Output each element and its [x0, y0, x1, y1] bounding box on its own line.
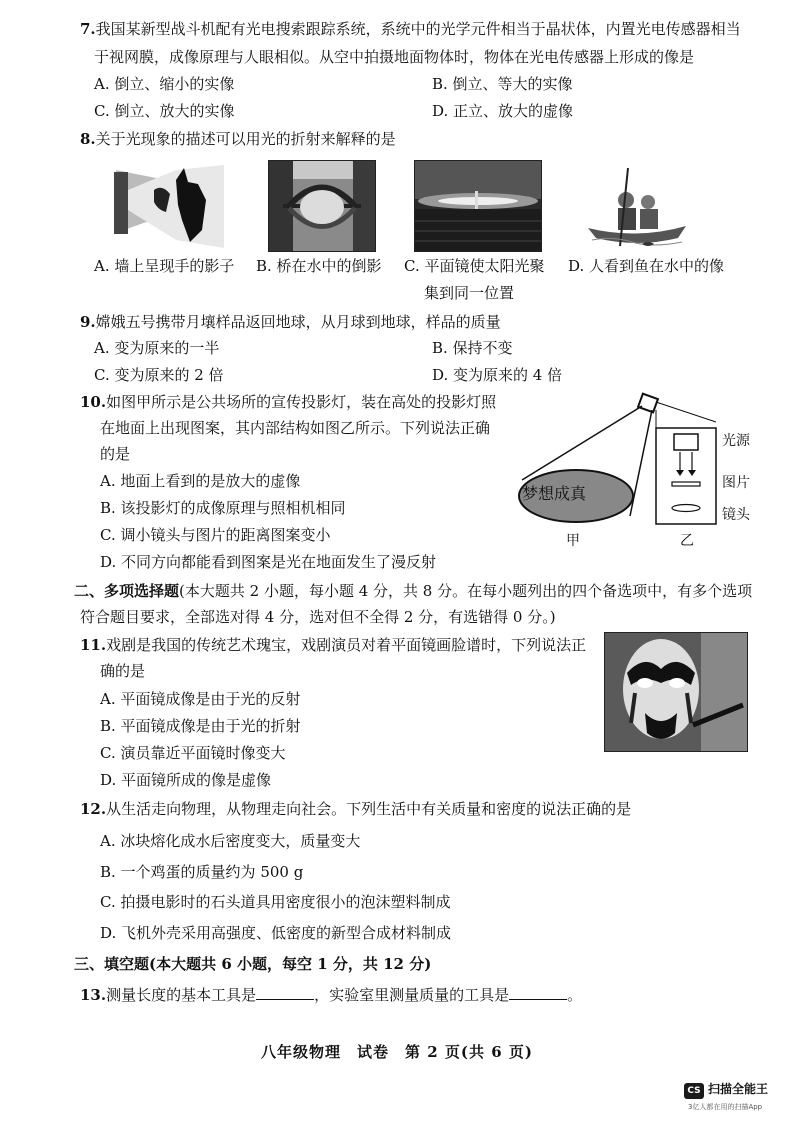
- q10-text-1: 如图甲所示是公共场所的宣传投影灯，装在高处的投影灯照: [106, 393, 497, 411]
- q7-option-a: A. 倒立、缩小的实像: [94, 75, 235, 93]
- q9-option-d: D. 变为原来的 4 倍: [432, 366, 563, 384]
- opera-mask-illustration: [605, 633, 747, 751]
- q11-text-1: 戏剧是我国的传统艺术瑰宝，戏剧演员对着平面镜画脸谱时，下列说法正: [106, 636, 587, 654]
- solar-mirror-illustration: [415, 161, 541, 251]
- q7-line1: [80, 20, 741, 40]
- q7-number: 7.: [80, 20, 96, 38]
- q10-option-d: D. 不同方向都能看到图案是光在地面发生了漫反射: [100, 553, 437, 571]
- q13: [80, 985, 582, 1006]
- q10-label-source: 光源: [722, 433, 750, 449]
- section2-title: 二、多项选择题: [74, 582, 180, 600]
- q8-stem: [80, 130, 396, 150]
- q7-option-c: C. 倒立、放大的实像: [94, 102, 235, 120]
- q8-image-hand-shadow: [106, 160, 228, 250]
- q12-number: 12.: [80, 800, 107, 818]
- q9-stem: [80, 313, 501, 333]
- q7-text-1: 我国某新型战斗机配有光电搜索跟踪系统，系统中的光学元件相当于晶状体，内置光电传感器相当: [95, 20, 741, 38]
- section3-header: [74, 955, 431, 975]
- q8-option-a: A. 墙上呈现手的影子: [94, 257, 235, 275]
- q10-label-lens: 镜头: [722, 507, 750, 523]
- q10-line3: 的是: [100, 445, 131, 463]
- q9-option-b: B. 保持不变: [432, 339, 513, 357]
- q10-label-yi: 乙: [680, 533, 694, 549]
- section2-note-2: 符合题目要求，全部选对得 4 分，选对但不全得 2 分，有选错得 0 分。): [80, 608, 556, 626]
- q9-option-a: A. 变为原来的一半: [94, 339, 220, 357]
- q11-image-opera-mask: [604, 632, 748, 752]
- q7-option-b: B. 倒立、等大的实像: [432, 75, 573, 93]
- q12-option-d: D. 飞机外壳采用高强度、低密度的新型合成材料制成: [100, 924, 452, 942]
- page-footer: 八年级物理 试卷 第 2 页(共 6 页): [261, 1043, 533, 1061]
- q8-image-fish-in-water: [582, 160, 692, 250]
- q7-line2: 于视网膜，成像原理与人眼相似。从空中拍摄地面物体时，物体在光电传感器上形成的像是: [94, 48, 695, 66]
- q8-option-c: C. 平面镜使太阳光聚: [404, 257, 545, 275]
- q12-option-b: B. 一个鸡蛋的质量约为 500 g: [100, 863, 304, 881]
- q13-text-3: 。: [567, 986, 583, 1004]
- q12-text: 从生活走向物理，从物理走向社会。下列生活中有关质量和密度的说法正确的是: [106, 800, 632, 818]
- q11-line1: [80, 636, 586, 656]
- q8-image-bridge-reflection: [268, 160, 376, 252]
- q10-number: 10.: [80, 393, 107, 411]
- q8-option-b: B. 桥在水中的倒影: [256, 257, 382, 275]
- q9-number: 9.: [80, 313, 96, 331]
- q10-label-jia: 甲: [566, 533, 580, 549]
- section2-header: [74, 582, 752, 602]
- q9-text: 嫦娥五号携带月壤样品返回地球，从月球到地球，样品的质量: [95, 313, 501, 331]
- q9-option-c: C. 变为原来的 2 倍: [94, 366, 224, 384]
- q8-image-mirror-sunlight: [414, 160, 542, 252]
- section3-note: (本大题共 6 小题，每空 1 分，共 12 分): [149, 955, 432, 973]
- q10-diagram: [510, 392, 760, 552]
- q10-pattern-text: 梦想成真: [522, 484, 587, 503]
- hand-shadow-illustration: [106, 160, 228, 250]
- q7-option-d: D. 正立、放大的虚像: [432, 102, 574, 120]
- q10-line2: 在地面上出现图案，其内部结构如图乙所示。下列说法正确: [100, 419, 491, 437]
- q11-line2: 确的是: [100, 662, 146, 680]
- q13-text-2: ，实验室里测量质量的工具是: [314, 986, 510, 1004]
- camscanner-tagline: 3亿人都在用的扫描App: [688, 1103, 763, 1111]
- q8-option-d: D. 人看到鱼在水中的像: [568, 257, 725, 275]
- q10-option-b: B. 该投影灯的成像原理与照相机相同: [100, 499, 346, 517]
- q10-label-picture: 图片: [722, 475, 750, 491]
- q11-option-b: B. 平面镜成像是由于光的折射: [100, 717, 301, 735]
- q13-number: 13.: [80, 986, 107, 1004]
- q13-text-1: 测量长度的基本工具是: [106, 986, 257, 1004]
- q11-option-c: C. 演员靠近平面镜时像变大: [100, 744, 286, 762]
- q8-option-c-line2: 集到同一位置: [424, 284, 515, 302]
- q11-number: 11.: [80, 636, 107, 654]
- fisherman-illustration: [582, 160, 692, 250]
- q11-option-d: D. 平面镜所成的像是虚像: [100, 771, 272, 789]
- q12-option-c: C. 拍摄电影时的石头道具用密度很小的泡沫塑料制成: [100, 893, 451, 911]
- section2-note-1: (本大题共 2 小题，每小题 4 分，共 8 分。在每小题列出的四个备选项中，有多个选项: [179, 582, 753, 600]
- q10-option-a: A. 地面上看到的是放大的虚像: [100, 472, 301, 490]
- q13-blank-1[interactable]: [256, 985, 314, 1000]
- q8-text: 关于光现象的描述可以用光的折射来解释的是: [95, 130, 396, 148]
- camscanner-logo-icon: CS: [684, 1083, 704, 1099]
- bridge-illustration: [269, 161, 375, 251]
- q8-number: 8.: [80, 130, 96, 148]
- q12-stem: [80, 800, 631, 820]
- q12-option-a: A. 冰块熔化成水后密度变大，质量变大: [100, 832, 361, 850]
- q10-line1: [80, 393, 496, 413]
- camscanner-name: 扫描全能王: [708, 1082, 769, 1096]
- q13-blank-2[interactable]: [509, 985, 567, 1000]
- q11-option-a: A. 平面镜成像是由于光的反射: [100, 690, 301, 708]
- section3-title: 三、填空题: [74, 955, 150, 973]
- q10-option-c: C. 调小镜头与图片的距离图案变小: [100, 526, 331, 544]
- projector-diagram: [510, 392, 760, 552]
